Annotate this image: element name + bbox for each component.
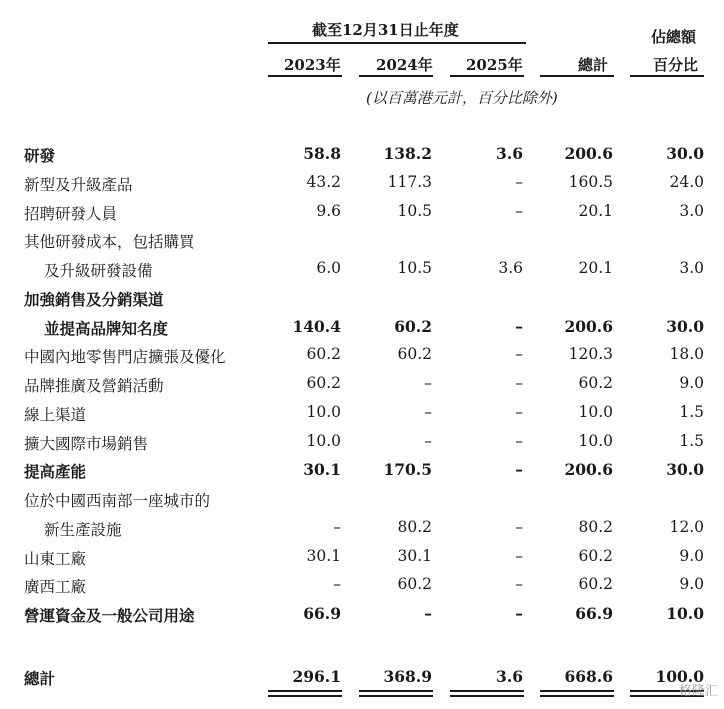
cell-v2024: 10.5: [397, 201, 432, 220]
cell-v2025: –: [515, 575, 523, 594]
row-label: 位於中國西南部一座城市的: [24, 492, 211, 510]
double-line-2025-a: [450, 690, 524, 692]
row-label: 營運資金及一般公司用途: [24, 606, 195, 625]
cell-v2025: –: [515, 345, 523, 364]
row-label: 擴大國際市場銷售: [24, 434, 149, 453]
row-label: 線上渠道: [24, 405, 87, 424]
period-title: 截至12月31日止年度: [312, 21, 459, 39]
table-row: [0, 572, 724, 598]
pct-header-line2: 百分比: [653, 56, 699, 74]
total-2023: 296.1: [292, 667, 341, 686]
row-label: 及升級研發設備: [44, 262, 153, 280]
cell-v2025: –: [515, 431, 523, 450]
total-2024: 368.9: [383, 667, 432, 686]
col-underline-2025: [450, 75, 524, 77]
cell-v2023: 58.8: [303, 144, 341, 163]
cell-v2025: 3.6: [498, 259, 523, 277]
table-row: [0, 515, 724, 541]
total-row-label: 總計: [24, 669, 56, 688]
cell-total: 60.2: [578, 374, 613, 392]
cell-v2025: –: [515, 316, 523, 336]
cell-pct: 10.0: [666, 604, 704, 623]
cell-v2024: 138.2: [383, 144, 432, 163]
cell-v2025: –: [515, 460, 523, 480]
cell-total: 120.3: [568, 345, 613, 364]
cell-total: 160.5: [568, 172, 613, 191]
cell-v2024: –: [424, 402, 432, 421]
table-row: [0, 429, 724, 455]
cell-pct: 30.0: [666, 460, 704, 480]
double-line-2024-a: [359, 690, 433, 692]
double-line-2024-b: [359, 695, 433, 697]
double-line-2023-b: [268, 695, 342, 697]
cell-v2024: –: [424, 431, 432, 450]
table-row: [0, 199, 724, 225]
cell-pct: 1.5: [679, 402, 704, 421]
cell-v2023: 66.9: [303, 604, 341, 623]
cell-v2025: –: [515, 546, 523, 565]
cell-v2023: 10.0: [306, 431, 341, 450]
cell-v2024: –: [424, 604, 432, 623]
cell-v2024: 170.5: [383, 460, 432, 480]
year-header-2024: 2024年: [376, 56, 433, 74]
col-underline-total: [540, 75, 614, 77]
watermark: 格隆汇: [678, 684, 718, 699]
cell-v2024: 60.2: [397, 575, 432, 594]
table-row: [0, 342, 724, 368]
table-row: [0, 400, 724, 426]
cell-v2023: 60.2: [306, 374, 341, 392]
row-label: 招聘研發人員: [24, 204, 118, 223]
table-row: [0, 141, 724, 167]
cell-v2024: 10.5: [397, 259, 432, 277]
cell-total: 200.6: [564, 460, 613, 480]
col-underline-2024: [359, 75, 433, 77]
cell-total: 20.1: [578, 259, 613, 277]
cell-v2025: –: [515, 604, 523, 623]
row-label: 中國內地零售門店擴張及優化: [24, 348, 226, 367]
double-line-total-a: [540, 690, 614, 692]
period-underline: [268, 42, 526, 44]
pct-header-line1: 佔總額: [651, 28, 697, 46]
row-label: 山東工廠: [24, 549, 87, 568]
cell-v2023: 43.2: [306, 172, 341, 191]
col-underline-pct: [630, 75, 704, 77]
table-row: [0, 285, 724, 311]
cell-total: 10.0: [578, 431, 613, 450]
year-header-2025: 2025年: [466, 56, 523, 74]
cell-pct: 18.0: [669, 345, 704, 364]
cell-total: 60.2: [578, 546, 613, 565]
total-2025: 3.6: [496, 667, 523, 686]
row-label: 提高產能: [24, 462, 87, 482]
cell-v2024: 117.3: [387, 172, 432, 191]
cell-v2023: 140.4: [292, 316, 341, 336]
cell-v2023: 10.0: [306, 402, 341, 421]
total-header: 總計: [578, 56, 609, 74]
cell-v2023: 60.2: [306, 345, 341, 364]
total-total: 668.6: [564, 667, 613, 686]
cell-pct: 30.0: [666, 316, 704, 336]
cell-pct: 12.0: [669, 517, 704, 536]
row-label: 加強銷售及分銷渠道: [24, 289, 164, 309]
row-label: 新型及升級產品: [24, 175, 133, 194]
year-header-2023: 2023年: [284, 56, 341, 74]
cell-pct: 9.0: [679, 374, 704, 392]
cell-pct: 24.0: [669, 172, 704, 191]
table-row: [0, 601, 724, 627]
double-line-total-b: [540, 695, 614, 697]
cell-v2023: 30.1: [306, 546, 341, 565]
cell-total: 200.6: [564, 316, 613, 336]
double-line-2023-a: [268, 690, 342, 692]
table-row: [0, 314, 724, 340]
cell-total: 10.0: [578, 402, 613, 421]
double-line-2025-b: [450, 695, 524, 697]
col-underline-2023: [268, 75, 342, 77]
table-row: [0, 457, 724, 483]
cell-pct: 30.0: [666, 144, 704, 163]
unit-note: (以百萬港元計，百分比除外): [366, 89, 558, 107]
cell-v2025: –: [515, 402, 523, 421]
cell-v2024: 80.2: [397, 517, 432, 536]
row-label: 品牌推廣及營銷活動: [24, 377, 164, 395]
cell-v2025: –: [515, 172, 523, 191]
cell-v2024: 30.1: [397, 546, 432, 565]
cell-pct: 9.0: [679, 546, 704, 565]
row-label: 研發: [24, 146, 56, 165]
table-row: [0, 170, 724, 196]
row-label: 並提高品牌知名度: [44, 318, 169, 338]
table-row: [0, 371, 724, 397]
cell-pct: 3.0: [679, 201, 704, 220]
table-row: [0, 256, 724, 282]
table-row: [0, 486, 724, 512]
cell-v2023: 30.1: [303, 460, 341, 480]
total-pct: 100.0: [655, 667, 704, 686]
cell-v2024: –: [424, 374, 432, 392]
cell-v2024: 60.2: [397, 345, 432, 364]
table-row: [0, 227, 724, 253]
cell-total: 200.6: [564, 144, 613, 163]
cell-v2025: 3.6: [496, 144, 523, 163]
cell-v2023: 6.0: [316, 259, 341, 277]
cell-v2024: 60.2: [394, 316, 432, 336]
cell-total: 60.2: [578, 575, 613, 594]
cell-total: 66.9: [575, 604, 613, 623]
cell-v2023: –: [333, 575, 341, 594]
row-label: 廣西工廠: [24, 578, 87, 597]
cell-v2025: –: [515, 374, 523, 392]
cell-v2023: 9.6: [316, 201, 341, 220]
cell-v2025: –: [515, 517, 523, 536]
row-label: 新生產設施: [44, 520, 122, 539]
cell-v2025: –: [515, 201, 523, 220]
total-row: [0, 664, 724, 690]
cell-v2023: –: [333, 517, 341, 536]
row-label: 其他研發成本，包括購買: [24, 233, 195, 252]
cell-pct: 9.0: [679, 575, 704, 594]
cell-total: 20.1: [578, 201, 613, 220]
cell-total: 80.2: [578, 517, 613, 536]
table-row: [0, 544, 724, 570]
cell-pct: 1.5: [679, 431, 704, 450]
cell-pct: 3.0: [679, 259, 704, 277]
